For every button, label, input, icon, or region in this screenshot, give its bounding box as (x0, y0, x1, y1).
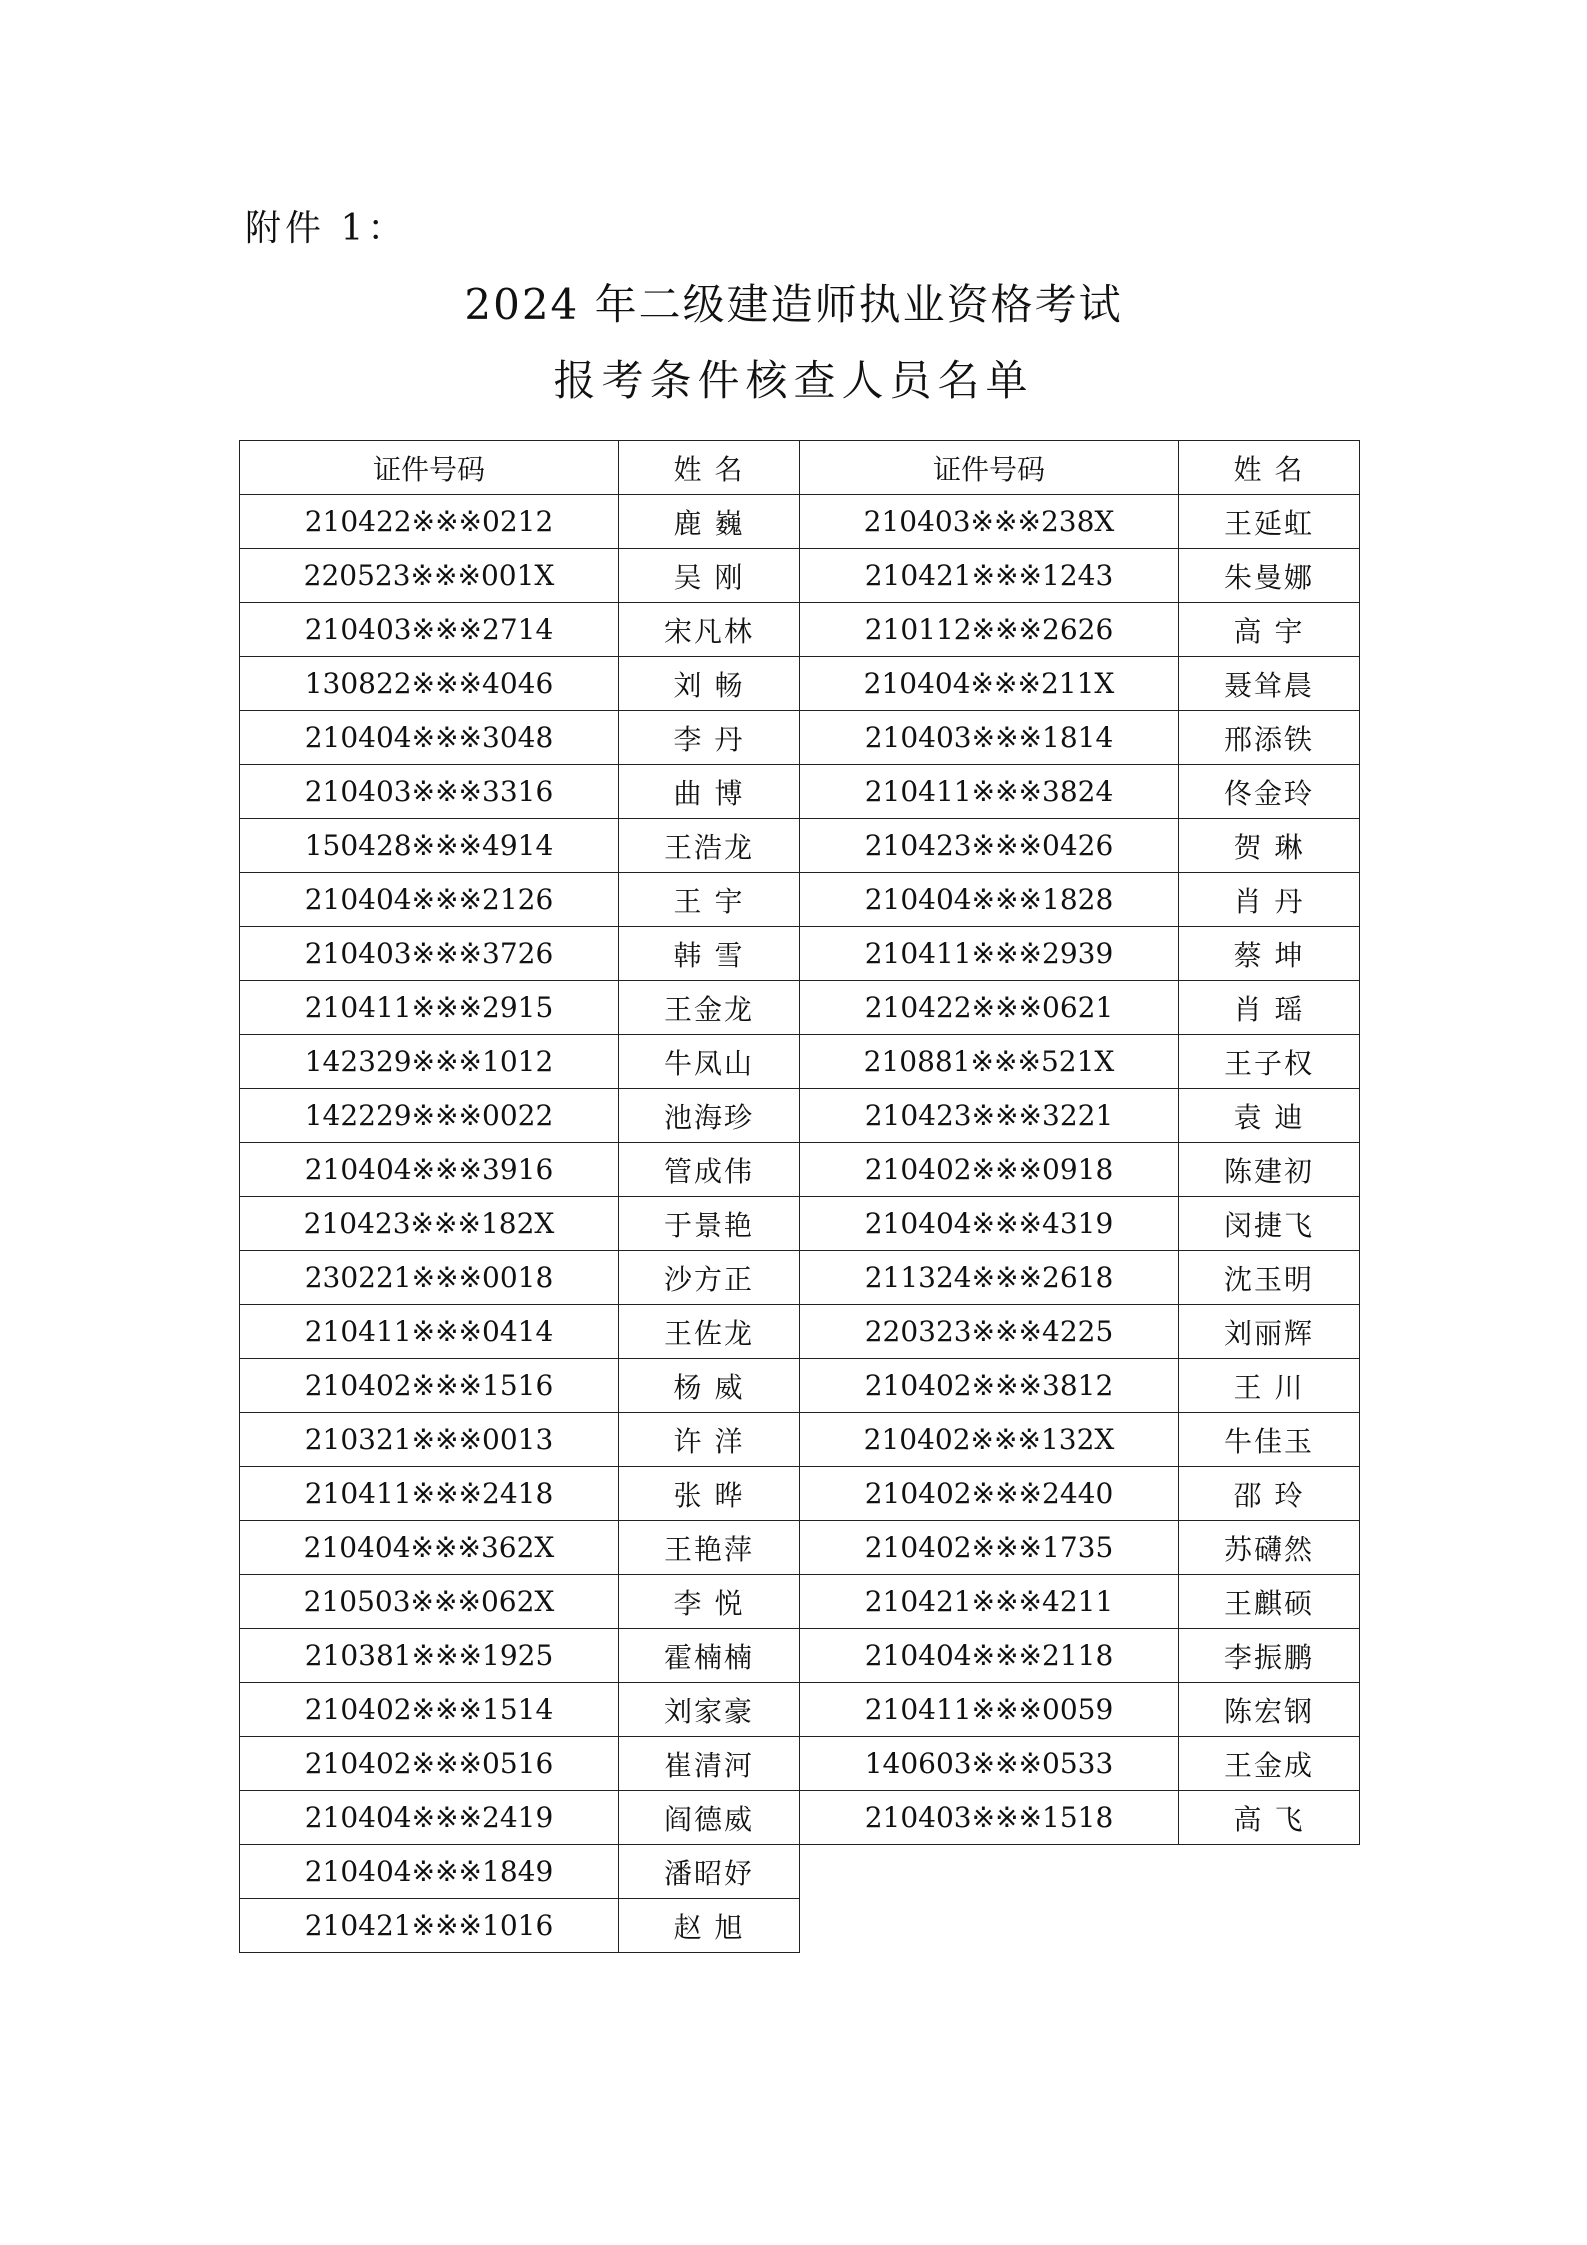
table-row (240, 1089, 1360, 1143)
name-cell-right: 王延虹 (1179, 495, 1360, 549)
table-row (240, 927, 1360, 981)
name-cell-left: 杨 威 (619, 1359, 800, 1413)
name-cell-left: 李 丹 (619, 711, 800, 765)
table-row (240, 711, 1360, 765)
id-cell-left: 210503※※※062X (240, 1575, 619, 1629)
name-cell-right: 刘丽辉 (1179, 1305, 1360, 1359)
name-cell-right (1179, 1845, 1360, 1899)
id-cell-right: 210403※※※1518 (800, 1791, 1179, 1845)
table-row (240, 1575, 1360, 1629)
table-row (240, 1467, 1360, 1521)
name-cell-left: 王艳萍 (619, 1521, 800, 1575)
id-cell-right (800, 1899, 1179, 1953)
roster-body (240, 495, 1360, 1953)
header-name-left: 姓 名 (619, 441, 800, 495)
id-cell-left: 210404※※※1849 (240, 1845, 619, 1899)
header-id-left: 证件号码 (240, 441, 619, 495)
name-cell-left: 吴 刚 (619, 549, 800, 603)
name-cell-right: 贺 琳 (1179, 819, 1360, 873)
table-row (240, 657, 1360, 711)
table-row (240, 495, 1360, 549)
name-cell-left: 韩 雪 (619, 927, 800, 981)
id-cell-right: 210402※※※2440 (800, 1467, 1179, 1521)
id-cell-right: 210881※※※521X (800, 1035, 1179, 1089)
table-row (240, 1143, 1360, 1197)
id-cell-left: 130822※※※4046 (240, 657, 619, 711)
id-cell-right: 210411※※※3824 (800, 765, 1179, 819)
id-cell-right: 210421※※※4211 (800, 1575, 1179, 1629)
table-row (240, 1035, 1360, 1089)
name-cell-left: 赵 旭 (619, 1899, 800, 1953)
table-row (240, 1197, 1360, 1251)
name-cell-left: 管成伟 (619, 1143, 800, 1197)
id-cell-left: 210423※※※182X (240, 1197, 619, 1251)
id-cell-right: 210404※※※211X (800, 657, 1179, 711)
name-cell-right: 肖 瑶 (1179, 981, 1360, 1035)
id-cell-left: 210404※※※362X (240, 1521, 619, 1575)
table-row (240, 603, 1360, 657)
table-row (240, 765, 1360, 819)
id-cell-left: 210403※※※3726 (240, 927, 619, 981)
id-cell-left: 210404※※※3916 (240, 1143, 619, 1197)
id-cell-right: 210423※※※0426 (800, 819, 1179, 873)
name-cell-right: 王金成 (1179, 1737, 1360, 1791)
table-row (240, 1251, 1360, 1305)
id-cell-right: 210402※※※132X (800, 1413, 1179, 1467)
roster-table (239, 440, 1360, 1953)
id-cell-left: 210421※※※1016 (240, 1899, 619, 1953)
name-cell-left: 刘 畅 (619, 657, 800, 711)
id-cell-right: 210404※※※4319 (800, 1197, 1179, 1251)
id-cell-left: 210403※※※2714 (240, 603, 619, 657)
id-cell-left: 142229※※※0022 (240, 1089, 619, 1143)
name-cell-left: 刘家豪 (619, 1683, 800, 1737)
name-cell-left: 池海珍 (619, 1089, 800, 1143)
attachment-label: 附件 1： (245, 208, 408, 249)
name-cell-left: 牛凤山 (619, 1035, 800, 1089)
id-cell-left: 210381※※※1925 (240, 1629, 619, 1683)
id-cell-left: 210411※※※0414 (240, 1305, 619, 1359)
name-cell-right: 邢添铁 (1179, 711, 1360, 765)
table-row (240, 1413, 1360, 1467)
name-cell-left: 霍楠楠 (619, 1629, 800, 1683)
name-cell-right: 牛佳玉 (1179, 1413, 1360, 1467)
name-cell-left: 鹿 巍 (619, 495, 800, 549)
name-cell-right: 朱曼娜 (1179, 549, 1360, 603)
id-cell-left: 210411※※※2915 (240, 981, 619, 1035)
name-cell-left: 王浩龙 (619, 819, 800, 873)
name-cell-left: 潘昭妤 (619, 1845, 800, 1899)
id-cell-right: 210411※※※2939 (800, 927, 1179, 981)
name-cell-right: 蔡 坤 (1179, 927, 1360, 981)
id-cell-left: 210402※※※1514 (240, 1683, 619, 1737)
name-cell-right: 陈建初 (1179, 1143, 1360, 1197)
id-cell-left: 210404※※※3048 (240, 711, 619, 765)
table-row (240, 873, 1360, 927)
document-title: 2024 年二级建造师执业资格考试 (464, 280, 1123, 329)
id-cell-right: 210112※※※2626 (800, 603, 1179, 657)
table-row (240, 1845, 1360, 1899)
id-cell-right (800, 1845, 1179, 1899)
name-cell-left: 阎德威 (619, 1791, 800, 1845)
id-cell-left: 220523※※※001X (240, 549, 619, 603)
id-cell-right: 210411※※※0059 (800, 1683, 1179, 1737)
id-cell-left: 150428※※※4914 (240, 819, 619, 873)
id-cell-left: 210411※※※2418 (240, 1467, 619, 1521)
name-cell-right: 陈宏钢 (1179, 1683, 1360, 1737)
id-cell-right: 210404※※※1828 (800, 873, 1179, 927)
header-name-right: 姓 名 (1179, 441, 1360, 495)
name-cell-right: 沈玉明 (1179, 1251, 1360, 1305)
name-cell-right: 高 飞 (1179, 1791, 1360, 1845)
name-cell-left: 张 晔 (619, 1467, 800, 1521)
id-cell-right: 210402※※※0918 (800, 1143, 1179, 1197)
id-cell-left: 142329※※※1012 (240, 1035, 619, 1089)
id-cell-left: 210402※※※1516 (240, 1359, 619, 1413)
id-cell-left: 230221※※※0018 (240, 1251, 619, 1305)
name-cell-right: 王 川 (1179, 1359, 1360, 1413)
name-cell-right: 袁 迪 (1179, 1089, 1360, 1143)
name-cell-right: 苏礴然 (1179, 1521, 1360, 1575)
name-cell-right: 邵 玲 (1179, 1467, 1360, 1521)
table-row (240, 1737, 1360, 1791)
table-row (240, 1629, 1360, 1683)
name-cell-left: 王佐龙 (619, 1305, 800, 1359)
table-row (240, 981, 1360, 1035)
name-cell-right: 王子权 (1179, 1035, 1360, 1089)
table-row (240, 1791, 1360, 1845)
id-cell-left: 210402※※※0516 (240, 1737, 619, 1791)
table-row (240, 1683, 1360, 1737)
id-cell-right: 211324※※※2618 (800, 1251, 1179, 1305)
name-cell-left: 李 悦 (619, 1575, 800, 1629)
name-cell-right: 佟金玲 (1179, 765, 1360, 819)
id-cell-right: 210421※※※1243 (800, 549, 1179, 603)
name-cell-right: 闵捷飞 (1179, 1197, 1360, 1251)
name-cell-left: 王 宇 (619, 873, 800, 927)
id-cell-right: 210402※※※3812 (800, 1359, 1179, 1413)
id-cell-right: 140603※※※0533 (800, 1737, 1179, 1791)
name-cell-left: 崔清河 (619, 1737, 800, 1791)
name-cell-left: 王金龙 (619, 981, 800, 1035)
id-cell-right: 220323※※※4225 (800, 1305, 1179, 1359)
id-cell-right: 210402※※※1735 (800, 1521, 1179, 1575)
name-cell-right: 高 宇 (1179, 603, 1360, 657)
table-row (240, 1899, 1360, 1953)
name-cell-right: 李振鹏 (1179, 1629, 1360, 1683)
document-subtitle: 报考条件核查人员名单 (553, 356, 1034, 405)
table-header-row (240, 441, 1360, 495)
id-cell-left: 210404※※※2419 (240, 1791, 619, 1845)
name-cell-left: 沙方正 (619, 1251, 800, 1305)
table-row (240, 549, 1360, 603)
name-cell-left: 宋凡林 (619, 603, 800, 657)
name-cell-right: 肖 丹 (1179, 873, 1360, 927)
table-row (240, 819, 1360, 873)
header-id-right: 证件号码 (800, 441, 1179, 495)
table-row (240, 1521, 1360, 1575)
table-row (240, 1305, 1360, 1359)
id-cell-right: 210423※※※3221 (800, 1089, 1179, 1143)
name-cell-right: 聂耸晨 (1179, 657, 1360, 711)
name-cell-right (1179, 1899, 1360, 1953)
id-cell-right: 210422※※※0621 (800, 981, 1179, 1035)
table-row (240, 1359, 1360, 1413)
id-cell-left: 210403※※※3316 (240, 765, 619, 819)
name-cell-left: 于景艳 (619, 1197, 800, 1251)
name-cell-left: 许 洋 (619, 1413, 800, 1467)
id-cell-right: 210404※※※2118 (800, 1629, 1179, 1683)
id-cell-right: 210403※※※238X (800, 495, 1179, 549)
id-cell-right: 210403※※※1814 (800, 711, 1179, 765)
id-cell-left: 210422※※※0212 (240, 495, 619, 549)
name-cell-left: 曲 博 (619, 765, 800, 819)
id-cell-left: 210404※※※2126 (240, 873, 619, 927)
name-cell-right: 王麒硕 (1179, 1575, 1360, 1629)
id-cell-left: 210321※※※0013 (240, 1413, 619, 1467)
